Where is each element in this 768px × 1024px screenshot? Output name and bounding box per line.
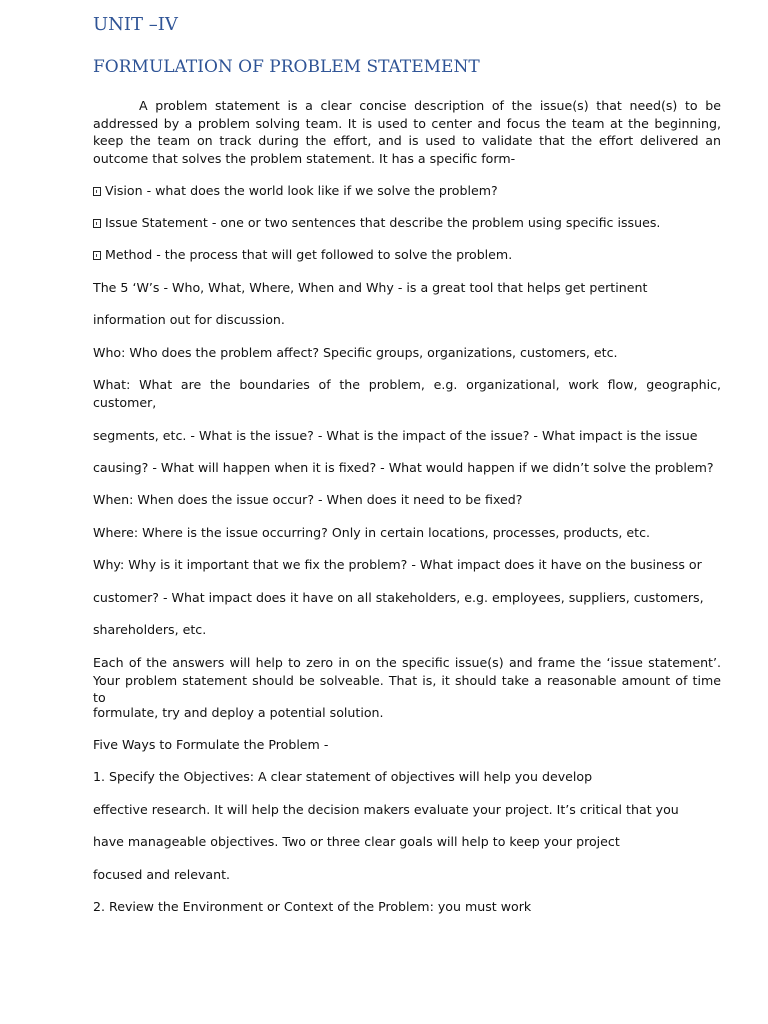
why-line: customer? - What impact does it have on all stakeholders, e.g. employees, suppliers, customers, [93,590,704,605]
bullet-issue-statement [93,214,721,232]
objectives-line: 1. Specify the Objectives: A clear statement of objectives will help you develop [93,769,593,784]
environment-line: 2. Review the Environment or Context of the Problem: you must work [93,899,532,914]
why-line: shareholders, etc. [93,622,207,637]
five-ws-line: information out for discussion. [93,312,285,327]
bullet-box-icon [93,187,101,196]
when-line: When: When does the issue occur? - When does it need to be fixed? [93,492,523,507]
bullet-text: Method - the process that will get followed to solve the problem. [105,247,513,262]
objectives-line: focused and relevant. [93,867,231,882]
bullet-box-icon [93,251,101,260]
what-line: causing? - What will happen when it is fixed? - What would happen if we didn’t solve the problem? [93,460,714,475]
bullet-method [93,246,721,264]
bullet-vision [93,182,721,200]
where-line: Where: Where is the issue occurring? Only in certain locations, processes, products, etc. [93,525,651,540]
what-line: segments, etc. - What is the issue? - What is the impact of the issue? - What impact is the issue [93,428,698,443]
what-paragraph: What: What are the boundaries of the problem, e.g. organizational, work flow, geographic, customer, [93,377,721,410]
bullet-text: Vision - what does the world look like if we solve the problem? [105,183,498,198]
unit-title: UNIT –IV [93,14,178,35]
objectives-line: effective research. It will help the decision makers evaluate your project. It’s critical that you [93,802,679,817]
each-line: formulate, try and deploy a potential solution. [93,705,384,720]
each-paragraph: Each of the answers will help to zero in on the specific issue(s) and frame the ‘issue statement’. Your problem statement should be solveable. That is, it should take a reasonable amount of time to [93,655,721,705]
five-ways-heading: Five Ways to Formulate the Problem - [93,737,329,752]
bullet-text: Issue Statement - one or two sentences that describe the problem using specific issues. [105,215,661,230]
why-line: Why: Why is it important that we fix the problem? - What impact does it have on the business or [93,557,702,572]
bullet-box-icon [93,219,101,228]
objectives-line: have manageable objectives. Two or three clear goals will help to keep your project [93,834,620,849]
section-title: FORMULATION OF PROBLEM STATEMENT [93,57,480,77]
who-line: Who: Who does the problem affect? Specific groups, organizations, customers, etc. [93,345,618,360]
five-ws-line: The 5 ‘W’s - Who, What, Where, When and Why - is a great tool that helps get pertinent [93,280,648,295]
intro-paragraph: A problem statement is a clear concise description of the issue(s) that need(s) to be addressed by a problem solving team. It is used to center and focus the team at the beginning, keep the team on track during the effort, and is used to validate that the effort delivered an outcome that solves the problem statement. It has a specific form- [93,98,721,166]
